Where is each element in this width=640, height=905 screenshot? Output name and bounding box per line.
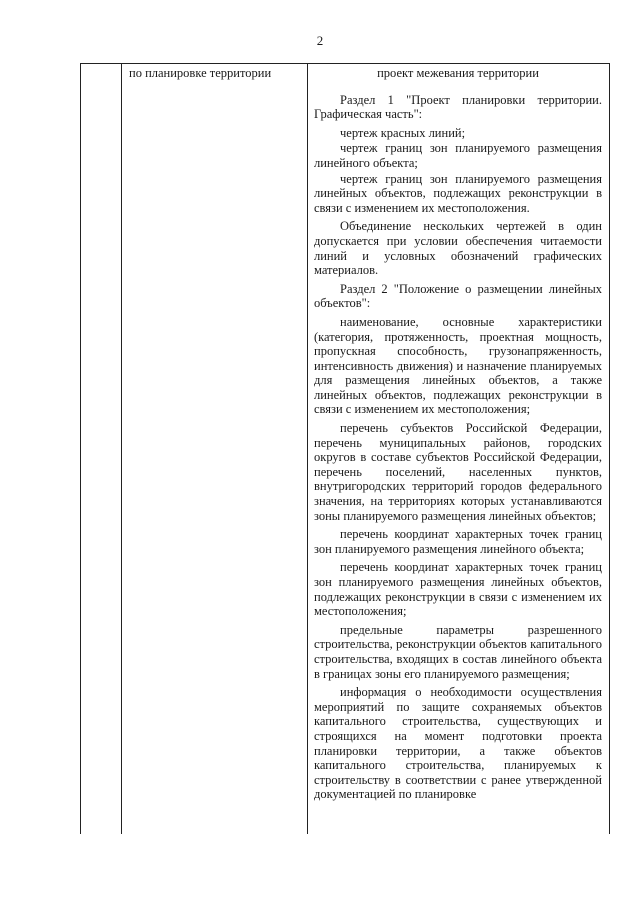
paragraph: перечень координат характерных точек границ зон планируемого размещения линейного объекта; [314, 527, 602, 556]
page-number: 2 [316, 33, 324, 48]
table-cell-right [314, 66, 602, 803]
paragraph: перечень субъектов Российской Федерации, перечень муниципальных районов, городских округов в составе субъектов Российской Федерации, перечень поселений, населенных пунктов, внутригородских территорий городов федерального значения, на территориях которых устанавливаются зоны планируемого размещения линейных объектов; [314, 421, 602, 523]
column-divider-2 [307, 64, 308, 834]
paragraph: предельные параметры разрешенного строительства, реконструкции объектов капитального строительства, входящих в состав линейного объекта в границах зоны его планируемого размещения; [314, 622, 602, 681]
paragraph: чертеж границ зон планируемого размещения линейного объекта; [314, 141, 602, 170]
paragraph: информация о необходимости осуществления мероприятий по защите сохраняемых объектов капитального строительства, существующих и строящихся на момент подготовки проекта планировки территории, а также объектов капитального строительства, планируемых к строительству в соответствии с ранее утвержденной документацией по планировке [314, 685, 602, 802]
paragraph: Объединение нескольких чертежей в один допускается при условии обеспечения читаемости линий и условных обозначений графических материалов. [314, 219, 602, 278]
document-table [80, 63, 610, 834]
paragraph: перечень координат характерных точек границ зон планируемого размещения линейных объектов, подлежащих реконструкции в связи с изменением их местоположения; [314, 560, 602, 619]
paragraph: Раздел 1 "Проект планировки территории. Графическая часть": [314, 92, 602, 122]
paragraph: чертеж красных линий; [340, 125, 466, 140]
column-divider-1 [121, 64, 122, 834]
paragraph: Раздел 2 "Положение о размещении линейных объектов": [314, 281, 602, 311]
cell-heading: проект межевания территории [377, 66, 539, 80]
table-cell-left: по планировке территории [129, 66, 272, 80]
paragraph: наименование, основные характеристики (категория, протяженность, проектная мощность, пропускная способность, грузонапряженность, интенсивность движения) и назначение планируемых для размещения линейных объектов, а также линейных объектов, подлежащих реконструкции в связи с изменением их местоположения; [314, 314, 602, 417]
paragraph: чертеж границ зон планируемого размещения линейных объектов, подлежащих реконструкции в связи с изменением их местоположения. [314, 171, 602, 215]
